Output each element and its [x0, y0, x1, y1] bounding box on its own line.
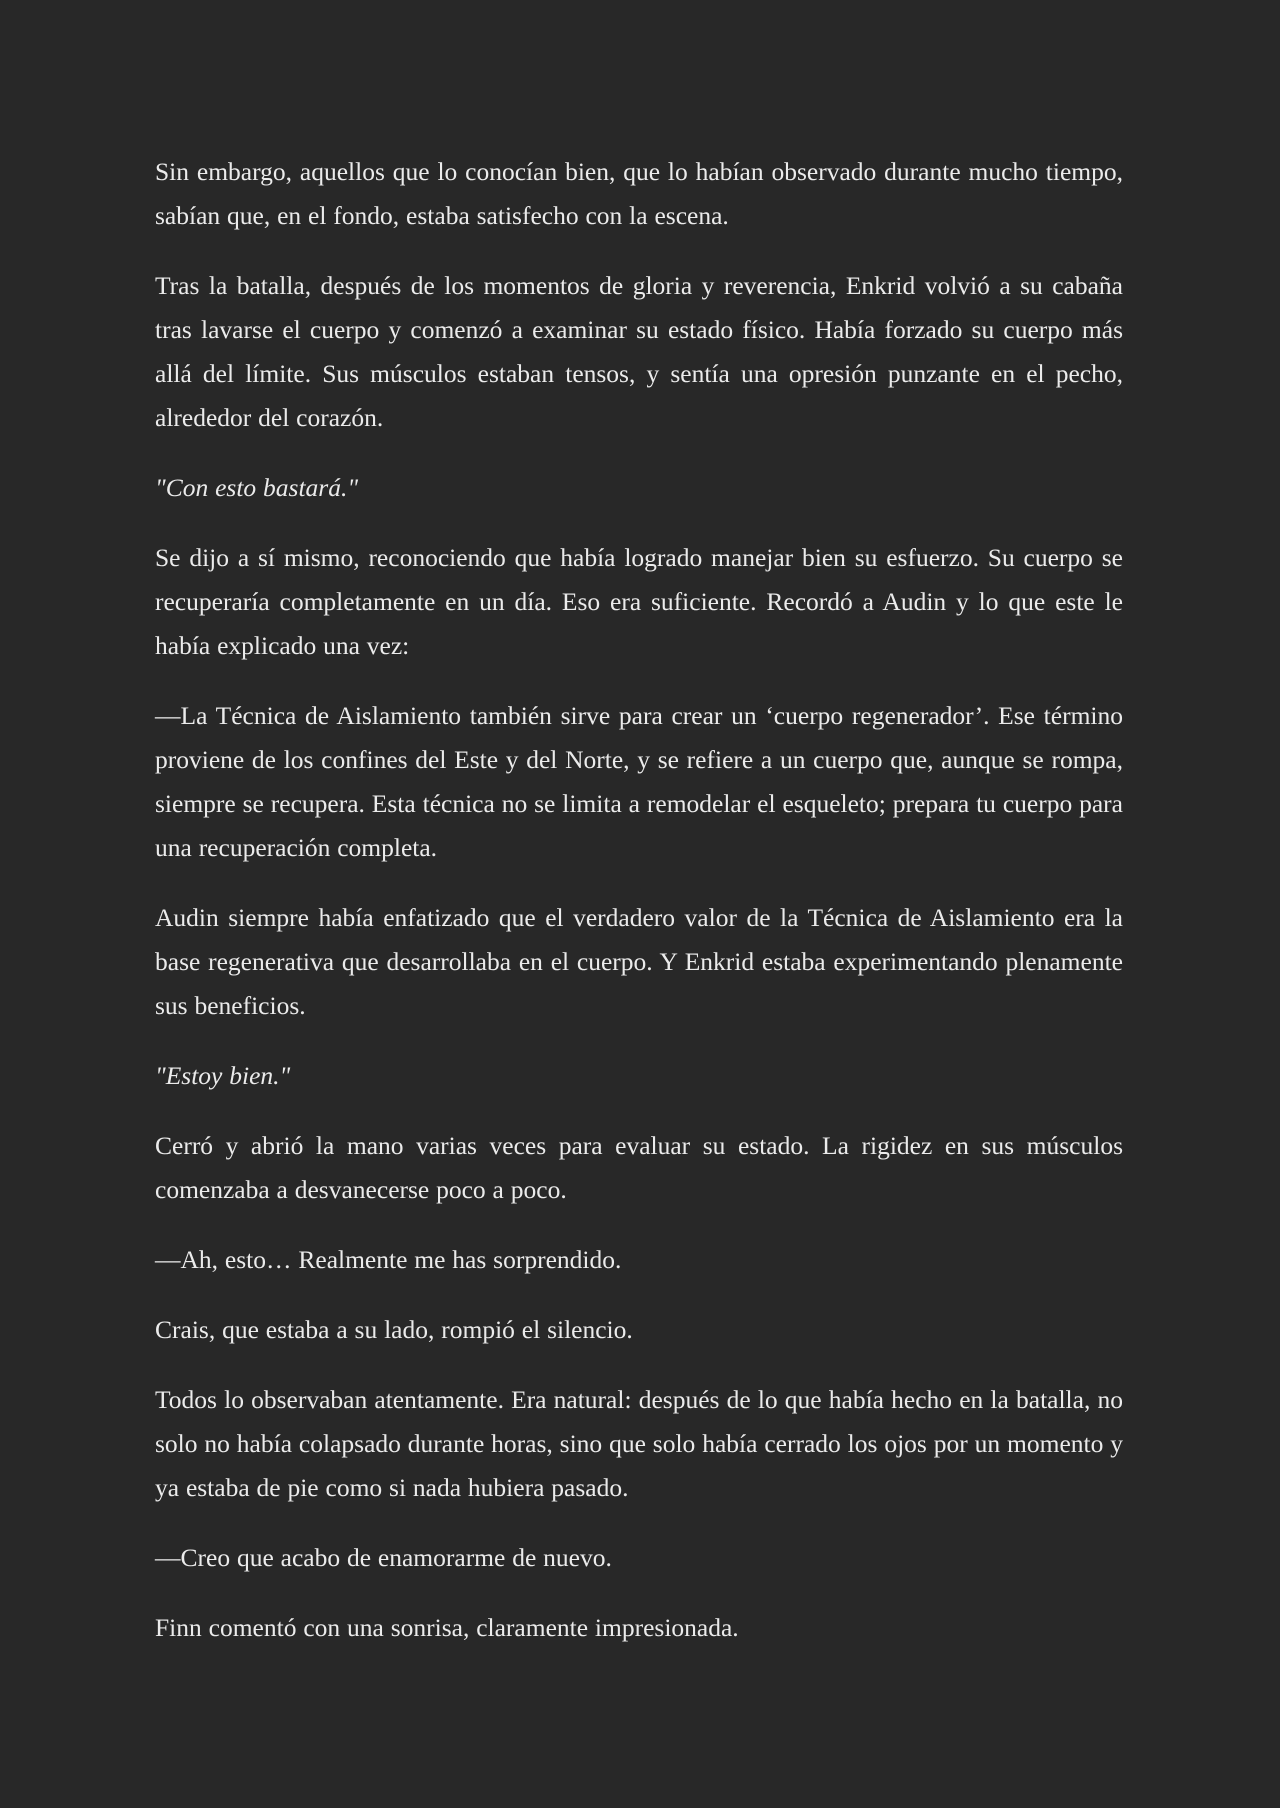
thought-line-1: "Con esto bastará." [155, 473, 359, 502]
paragraph-4: —La Técnica de Aislamiento también sirve para crear un ‘cuerpo regenerador’. Ese término proviene de los confines del Este y del Norte, y se refiere a un cuerpo que, aunque se rompa, siempre se recupera. Esta técnica no se limita a remodelar el esqueleto; prepara tu cuerpo para una recuperación completa. [155, 701, 1123, 862]
paragraph-8: Todos lo observaban atentamente. Era natural: después de lo que había hecho en la batalla, no solo no había colapsado durante horas, sino que solo había cerrado los ojos por un momento y ya estaba de pie como si nada hubiera pasado. [155, 1385, 1123, 1502]
paragraph-6: Cerró y abrió la mano varias veces para evaluar su estado. La rigidez en sus músculos comenzaba a desvanecerse poco a poco. [155, 1131, 1123, 1204]
paragraph-3: Se dijo a sí mismo, reconociendo que había logrado manejar bien su esfuerzo. Su cuerpo se recuperaría completamente en un día. Eso era suficiente. Recordó a Audin y lo que este le había explicado una vez: [155, 543, 1123, 660]
paragraph-7: Crais, que estaba a su lado, rompió el silencio. [155, 1315, 633, 1344]
paragraph-5: Audin siempre había enfatizado que el verdadero valor de la Técnica de Aislamiento era la base regenerativa que desarrollaba en el cuerpo. Y Enkrid estaba experimentando plenamente sus beneficios. [155, 903, 1123, 1020]
paragraph-9: Finn comentó con una sonrisa, claramente impresionada. [155, 1613, 739, 1642]
dialogue-line-1: —Ah, esto… Realmente me has sorprendido. [155, 1245, 622, 1274]
dialogue-line-2: —Creo que acabo de enamorarme de nuevo. [155, 1543, 612, 1572]
paragraph-1: Sin embargo, aquellos que lo conocían bien, que lo habían observado durante mucho tiempo, sabían que, en el fondo, estaba satisfecho con la escena. [155, 157, 1123, 230]
paragraph-2: Tras la batalla, después de los momentos de gloria y reverencia, Enkrid volvió a su cabaña tras lavarse el cuerpo y comenzó a examinar su estado físico. Había forzado su cuerpo más allá del límite. Sus músculos estaban tensos, y sentía una opresión punzante en el pecho, alrededor del corazón. [155, 271, 1123, 432]
thought-line-2: "Estoy bien." [155, 1061, 291, 1090]
reader-content [155, 150, 1123, 1676]
